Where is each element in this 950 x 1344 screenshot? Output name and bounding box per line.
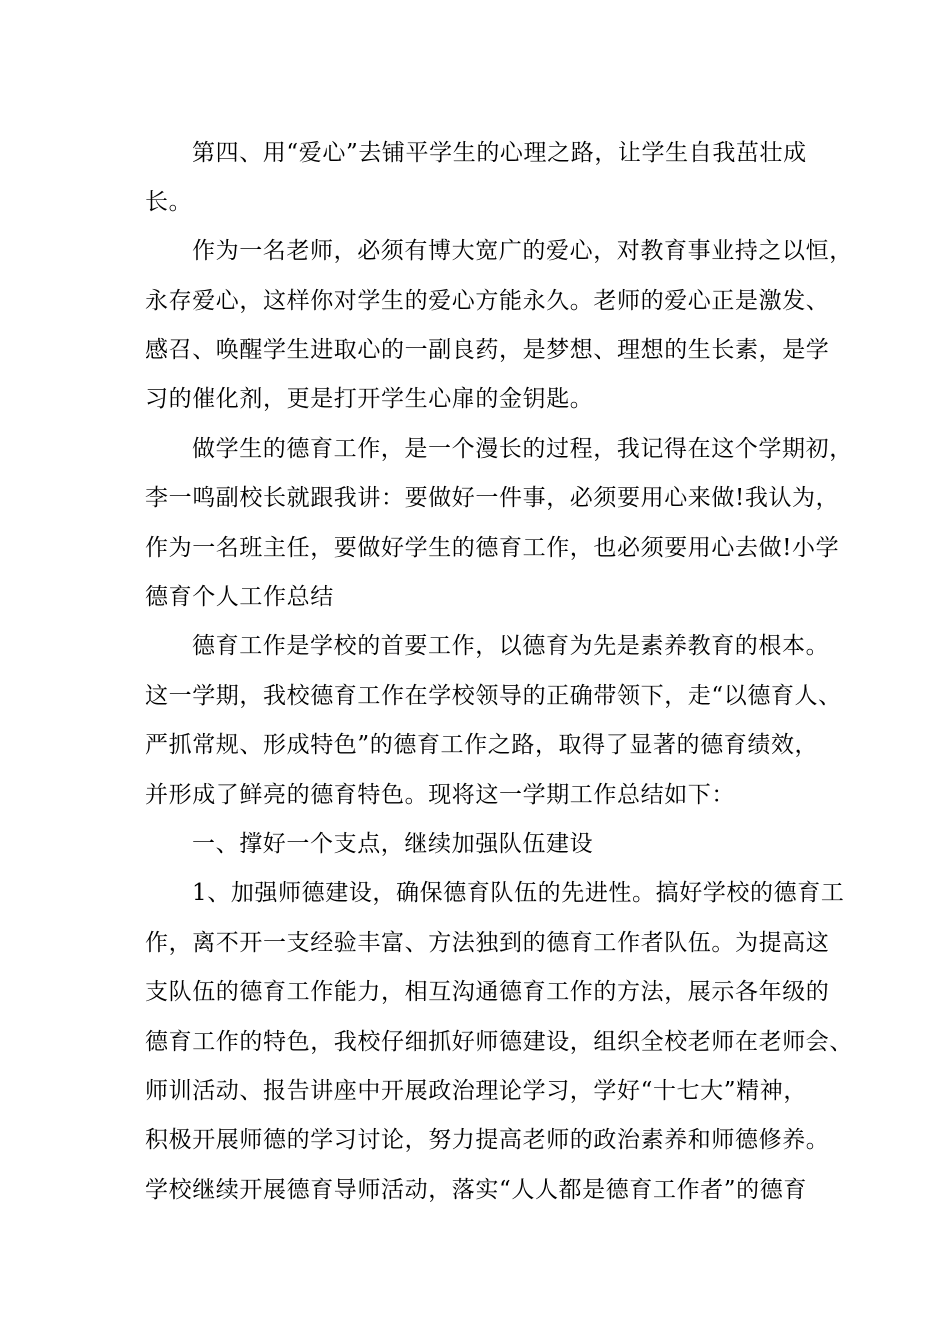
section-heading: 一、撑好一个支点，继续加强队伍建设: [192, 831, 594, 857]
text-line: 德育工作是学校的首要工作，以德育为先是素养教育的根本。: [192, 633, 830, 659]
text-line: 这一学期，我校德育工作在学校领导的正确带领下，走“以德育人、: [145, 683, 842, 709]
text-line: 习的催化剂，更是打开学生心扉的金钥匙。: [145, 386, 594, 412]
text-line: 积极开展师德的学习讨论，努力提高老师的政治素养和师德修养。: [145, 1127, 830, 1153]
text-line: 德育个人工作总结: [145, 584, 334, 610]
text-line: 支队伍的德育工作能力，相互沟通德育工作的方法，展示各年级的: [145, 979, 830, 1005]
text-line: 学校继续开展德育导师活动，落实“人人都是德育工作者”的德育: [145, 1177, 807, 1203]
text-line: 第四、用“爱心”去铺平学生的心理之路，让学生自我茁壮成: [192, 140, 807, 166]
text-line: 作，离不开一支经验丰富、方法独到的德育工作者队伍。为提高这: [145, 930, 830, 956]
text-line: 师训活动、报告讲座中开展政治理论学习，学好“十七大”精神，: [145, 1078, 807, 1104]
text-line: 感召、唤醒学生进取心的一副良药，是梦想、理想的生长素，是学: [145, 337, 830, 363]
text-line: 做学生的德育工作，是一个漫长的过程，我记得在这个学期初，: [192, 436, 853, 462]
text-line: 作为一名班主任，要做好学生的德育工作，也必须要用心去做!小学: [145, 535, 840, 561]
text-line: 并形成了鲜亮的德育特色。现将这一学期工作总结如下：: [145, 782, 735, 808]
text-line: 长。: [145, 189, 193, 215]
text-line: 1、加强师德建设，确保德育队伍的先进性。搞好学校的德育工: [192, 880, 845, 906]
text-line: 严抓常规、形成特色”的德育工作之路，取得了显著的德育绩效，: [145, 732, 819, 758]
text-line: 永存爱心，这样你对学生的爱心方能永久。老师的爱心正是激发、: [145, 288, 830, 314]
text-line: 李一鸣副校长就跟我讲：要做好一件事，必须要用心来做!我认为，: [145, 485, 840, 511]
text-line: 德育工作的特色，我校仔细抓好师德建设，组织全校老师在老师会、: [145, 1029, 853, 1055]
text-line: 作为一名老师，必须有博大宽广的爱心，对教育事业持之以恒，: [192, 238, 853, 264]
